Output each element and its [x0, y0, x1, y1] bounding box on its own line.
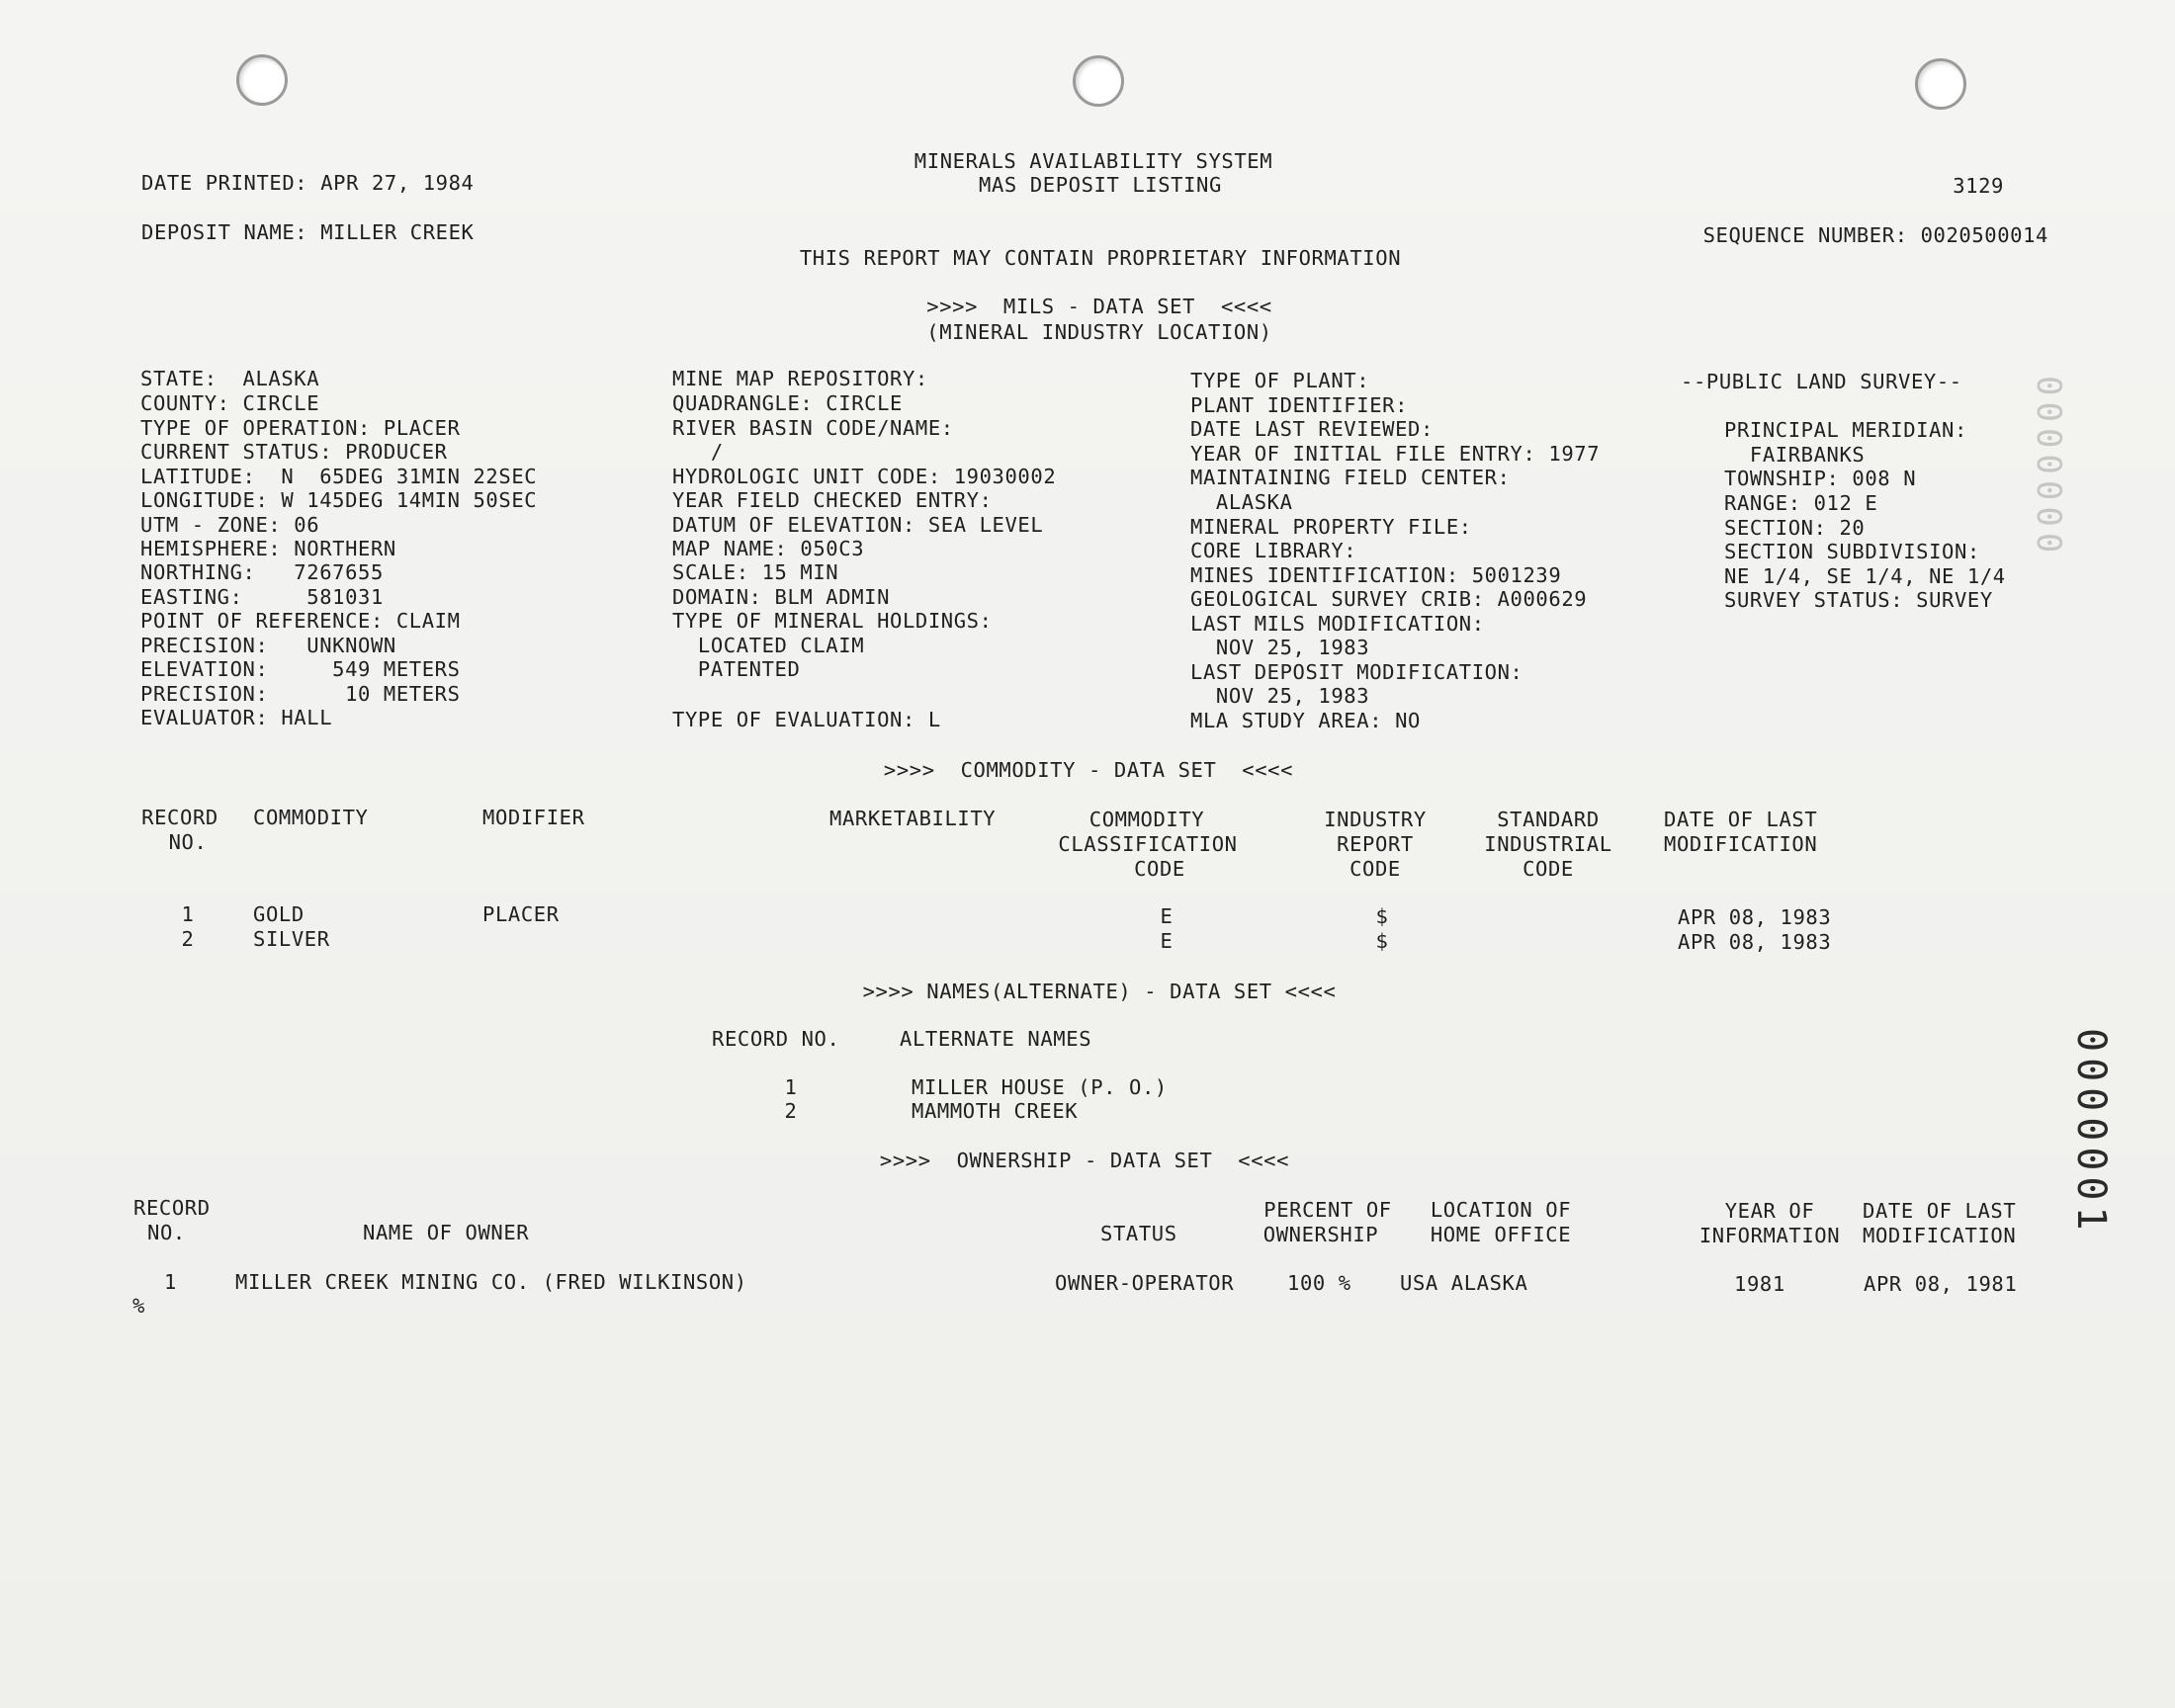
- field-center-field: MAINTAINING FIELD CENTER:: [1190, 466, 1511, 489]
- names-header-alternate-names: ALTERNATE NAMES: [900, 1027, 1092, 1051]
- commodity-header-date-1: DATE OF LAST: [1664, 808, 1818, 831]
- mineral-holdings-field: TYPE OF MINERAL HOLDINGS:: [672, 609, 993, 633]
- public-land-survey-title: --PUBLIC LAND SURVEY--: [1681, 370, 1962, 393]
- ownership-section-title: >>>> OWNERSHIP - DATA SET <<<<: [879, 1149, 1290, 1172]
- alternate-name: MAMMOTH CREEK: [912, 1099, 1079, 1123]
- deposit-name: DEPOSIT NAME: MILLER CREEK: [141, 220, 475, 244]
- state-field: STATE: ALASKA: [140, 367, 320, 390]
- commodity-record-no: 2: [181, 927, 195, 951]
- names-header-record-no: RECORD NO.: [712, 1027, 840, 1051]
- principal-meridian-value: FAIRBANKS: [1724, 443, 1866, 467]
- ownership-header-record-no: NO.: [147, 1221, 186, 1244]
- year-field-checked-field: YEAR FIELD CHECKED ENTRY:: [672, 488, 993, 512]
- longitude-field: LONGITUDE: W 145DEG 14MIN 50SEC: [140, 488, 538, 512]
- owner-name: MILLER CREEK MINING CO. (FRED WILKINSON): [235, 1270, 747, 1294]
- commodity-record-no: 1: [181, 902, 195, 926]
- operation-type-field: TYPE OF OPERATION: PLACER: [140, 416, 461, 440]
- owner-record-no: 1: [164, 1270, 177, 1294]
- commodity-modifier: PLACER: [482, 902, 560, 926]
- commodity-name: GOLD: [253, 902, 304, 926]
- initial-file-entry-field: YEAR OF INITIAL FILE ENTRY: 1977: [1190, 442, 1601, 466]
- ownership-header-location-2: HOME OFFICE: [1430, 1223, 1572, 1246]
- commodity-header-class-3: CODE: [1134, 857, 1185, 881]
- owner-year: 1981: [1734, 1272, 1785, 1296]
- mils-section-subtitle: (MINERAL INDUSTRY LOCATION): [926, 320, 1272, 344]
- ownership-header-record: RECORD: [133, 1196, 211, 1220]
- map-name-field: MAP NAME: 050C3: [672, 537, 865, 560]
- principal-meridian-field: PRINCIPAL MERIDIAN:: [1724, 418, 1967, 442]
- ownership-header-status: STATUS: [1100, 1222, 1177, 1245]
- commodity-header-modifier: MODIFIER: [482, 806, 585, 829]
- elevation-field: ELEVATION: 549 METERS: [140, 657, 461, 681]
- punch-hole-left: [236, 54, 288, 106]
- domain-field: DOMAIN: BLM ADMIN: [672, 585, 891, 609]
- northing-field: NORTHING: 7267655: [140, 560, 384, 584]
- ownership-header-date-1: DATE OF LAST: [1863, 1199, 2017, 1223]
- last-deposit-modification-value: NOV 25, 1983: [1190, 684, 1370, 708]
- scale-field: SCALE: 15 MIN: [672, 560, 839, 584]
- commodity-header-marketability: MARKETABILITY: [829, 807, 997, 830]
- holding-located-claim: LOCATED CLAIM: [672, 634, 865, 657]
- commodity-class-code: E: [1160, 904, 1174, 928]
- commodity-header-commodity: COMMODITY: [253, 806, 369, 829]
- ownership-header-owner: NAME OF OWNER: [363, 1221, 530, 1244]
- owner-percent: 100 %: [1287, 1271, 1351, 1295]
- system-title: MINERALS AVAILABILITY SYSTEM: [914, 149, 1273, 173]
- alternate-name-record-no: 2: [784, 1099, 798, 1123]
- section-field: SECTION: 20: [1724, 516, 1866, 540]
- commodity-header-sic-1: STANDARD: [1497, 808, 1600, 831]
- commodity-header-record: RECORD: [141, 806, 218, 829]
- commodity-name: SILVER: [253, 927, 330, 951]
- bleed-through-stamp: 0000000: [2029, 376, 2068, 559]
- elevation-precision-field: PRECISION: 10 METERS: [140, 682, 461, 706]
- owner-date: APR 08, 1981: [1864, 1272, 2018, 1296]
- evaluation-type-field: TYPE OF EVALUATION: L: [672, 708, 941, 731]
- owner-location: USA ALASKA: [1400, 1271, 1528, 1295]
- reference-point-field: POINT OF REFERENCE: CLAIM: [140, 609, 461, 633]
- ownership-header-year-1: YEAR OF: [1724, 1199, 1815, 1223]
- last-deposit-modification-field: LAST DEPOSIT MODIFICATION:: [1190, 660, 1523, 684]
- margin-stamp: 0000001: [2068, 1028, 2114, 1237]
- mine-map-repository-field: MINE MAP REPOSITORY:: [672, 367, 928, 390]
- owner-status: OWNER-OPERATOR: [1055, 1271, 1235, 1295]
- proprietary-notice: THIS REPORT MAY CONTAIN PROPRIETARY INFORMATION: [799, 246, 1402, 270]
- county-field: COUNTY: CIRCLE: [140, 391, 320, 415]
- plant-identifier-field: PLANT IDENTIFIER:: [1190, 393, 1409, 417]
- commodity-date: APR 08, 1983: [1678, 930, 1832, 954]
- commodity-header-industry-2: REPORT: [1337, 832, 1414, 856]
- ownership-header-year-2: INFORMATION: [1698, 1224, 1841, 1247]
- date-last-reviewed-field: DATE LAST REVIEWED:: [1190, 417, 1434, 441]
- hydrologic-unit-field: HYDROLOGIC UNIT CODE: 19030002: [672, 465, 1057, 488]
- punch-hole-center: [1073, 55, 1124, 107]
- geological-survey-crib-field: GEOLOGICAL SURVEY CRIB: A000629: [1190, 587, 1588, 611]
- alternate-name-record-no: 1: [784, 1075, 798, 1099]
- commodity-header-sic-2: INDUSTRIAL: [1484, 832, 1612, 856]
- ownership-header-date-2: MODIFICATION: [1863, 1224, 2017, 1247]
- field-center-value: ALASKA: [1190, 490, 1293, 514]
- footer-percent-mark: %: [132, 1294, 145, 1318]
- section-subdivision-field: SECTION SUBDIVISION:: [1724, 540, 1980, 563]
- commodity-header-industry-1: INDUSTRY: [1324, 808, 1427, 831]
- commodity-header-class-2: CLASSIFICATION: [1058, 832, 1238, 856]
- precision-field: PRECISION: UNKNOWN: [140, 634, 396, 657]
- commodity-header-record-no: NO.: [168, 830, 208, 854]
- plant-type-field: TYPE OF PLANT:: [1190, 369, 1370, 392]
- core-library-field: CORE LIBRARY:: [1190, 539, 1357, 562]
- current-status-field: CURRENT STATUS: PRODUCER: [140, 440, 448, 464]
- mils-section-title: >>>> MILS - DATA SET <<<<: [926, 295, 1272, 318]
- last-mils-modification-value: NOV 25, 1983: [1190, 636, 1370, 659]
- evaluator-field: EVALUATOR: HALL: [140, 706, 333, 729]
- datum-elevation-field: DATUM OF ELEVATION: SEA LEVEL: [672, 513, 1044, 537]
- sequence-number: SEQUENCE NUMBER: 0020500014: [1702, 223, 2048, 247]
- commodity-header-class-1: COMMODITY: [1088, 808, 1205, 831]
- range-field: RANGE: 012 E: [1724, 491, 1878, 515]
- ownership-header-percent-2: OWNERSHIP: [1262, 1223, 1379, 1246]
- commodity-header-date-2: MODIFICATION: [1664, 832, 1818, 856]
- township-field: TOWNSHIP: 008 N: [1724, 467, 1917, 490]
- holding-patented: PATENTED: [672, 657, 801, 681]
- section-subdivision-value: NE 1/4, SE 1/4, NE 1/4: [1724, 564, 2006, 588]
- hemisphere-field: HEMISPHERE: NORTHERN: [140, 537, 396, 560]
- utm-zone-field: UTM - ZONE: 06: [140, 513, 320, 537]
- commodity-section-title: >>>> COMMODITY - DATA SET <<<<: [883, 758, 1294, 782]
- mineral-property-file-field: MINERAL PROPERTY FILE:: [1190, 515, 1472, 539]
- listing-title: MAS DEPOSIT LISTING: [979, 173, 1222, 197]
- commodity-header-industry-3: CODE: [1349, 857, 1401, 881]
- river-basin-field: RIVER BASIN CODE/NAME:: [672, 416, 954, 440]
- ownership-header-percent-1: PERCENT OF: [1263, 1198, 1392, 1222]
- commodity-report-code: $: [1375, 929, 1389, 953]
- commodity-class-code: E: [1160, 929, 1174, 953]
- survey-status-field: SURVEY STATUS: SURVEY: [1724, 588, 1993, 612]
- river-basin-value: /: [672, 440, 724, 464]
- last-mils-modification-field: LAST MILS MODIFICATION:: [1190, 612, 1485, 636]
- easting-field: EASTING: 581031: [140, 585, 384, 609]
- page-number: 3129: [1953, 174, 2004, 198]
- quadrangle-field: QUADRANGLE: CIRCLE: [672, 391, 903, 415]
- latitude-field: LATITUDE: N 65DEG 31MIN 22SEC: [140, 465, 538, 488]
- commodity-date: APR 08, 1983: [1678, 905, 1832, 929]
- date-printed: DATE PRINTED: APR 27, 1984: [141, 171, 475, 195]
- mines-identification-field: MINES IDENTIFICATION: 5001239: [1190, 563, 1562, 587]
- names-section-title: >>>> NAMES(ALTERNATE) - DATA SET <<<<: [862, 980, 1337, 1003]
- commodity-report-code: $: [1375, 904, 1389, 928]
- alternate-name: MILLER HOUSE (P. O.): [912, 1075, 1168, 1099]
- ownership-header-location-1: LOCATION OF: [1430, 1198, 1572, 1222]
- commodity-header-sic-3: CODE: [1522, 857, 1574, 881]
- mla-study-area-field: MLA STUDY AREA: NO: [1190, 709, 1421, 732]
- punch-hole-right: [1915, 58, 1966, 110]
